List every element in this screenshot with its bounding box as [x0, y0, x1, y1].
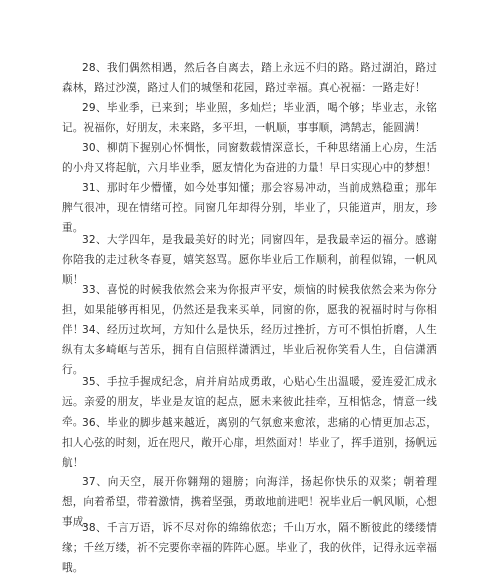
paragraph-32: 32、大学四年，是我最美好的时光；同窗四年，是我最幸运的福分。感谢你陪我的走过秋冬春夏，嬉笑怒骂。愿你毕业后工作顺利，前程似锦，一帆风顺！	[62, 234, 437, 286]
paragraph-28: 28、我们偶然相遇，然后各自离去，踏上永远不归的路。路过湖泊，路过森林，路过沙漠，路过人们的城堡和花园，路过幸福。真心祝福：一路走好！	[62, 62, 437, 94]
paragraph-37: 37、向天空，展开你翱翔的翅膀；向海洋，扬起你快乐的双桨；朝着理想，向着希望，带着激情，携着坚强，勇敢地前进吧！祝毕业后一帆风顺，心想事成。	[62, 476, 437, 528]
paragraph-29: 29、毕业季，已来到；毕业照，多灿烂；毕业酒，喝个够；毕业志，永铭记。祝福你，好朋友，未来路，多平坦，一帆顺，事事顺，鸿鹄志，能圆满！	[62, 102, 437, 134]
paragraph-33: 33、喜悦的时候我依然会来为你报声平安，烦恼的时候我依然会来为你分担，如果能够再相见，仍然还是我来买单，同窗的你，愿我的祝福时时与你相伴！	[62, 284, 437, 336]
paragraph-36: 36、毕业的脚步越来越近，离别的气氛愈来愈浓，悲痛的心情更加忐忑，扣人心弦的时刻，近在咫尺，敞开心扉，坦然面对！毕业了，挥手道别，扬帆远航！	[62, 417, 437, 469]
paragraph-34: 34、经历过坎坷，方知什么是快乐，经历过挫折，方可不惧怕折磨，人生纵有太多崎岖与苦乐，拥有自信照样潇洒过，毕业后祝你笑看人生，自信潇洒行。	[62, 324, 437, 376]
paragraph-38: 38、千言万语，诉不尽对你的绵绵依恋；千山万水，隔不断彼此的缕缕情缘；千丝万缕，祈不完要你幸福的阵阵心愿。毕业了，我的伙伴，记得永远幸福哦。	[62, 522, 437, 574]
paragraph-35: 35、手拉手握成纪念，肩并肩站成勇敢，心贴心生出温暖，爱连爱汇成永远。亲爱的朋友，毕业是友谊的起点，愿未来彼此挂牵，互相惦念，情意一线牵。	[62, 376, 437, 428]
paragraph-30: 30、柳荫下握别心怀惆怅，同窗数载情深意长，千种思绪涌上心房，生活的小舟又将起航，六月毕业季，愿友情化为奋进的力量！早日实现心中的梦想！	[62, 142, 437, 174]
paragraph-31: 31、那时年少懵懂，如今处事知懂；那会容易冲动，当前成熟稳重；那年脾气很冲，现在情绪可控。同窗几年却得分别，毕业了，只能道声，朋友，珍重。	[62, 182, 437, 234]
